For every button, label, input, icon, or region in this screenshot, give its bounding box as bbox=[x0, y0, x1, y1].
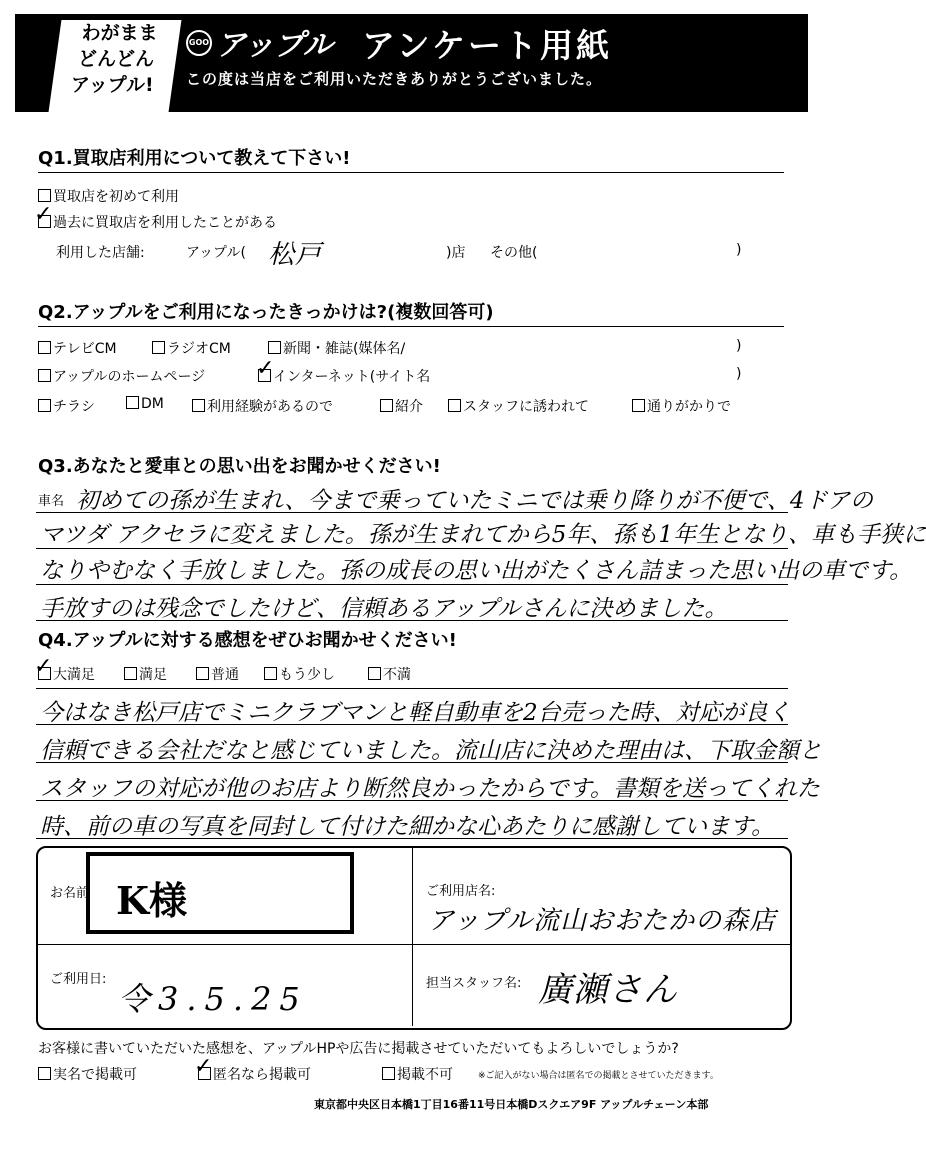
name-value: K様 bbox=[116, 878, 188, 923]
option-label: 実名で掲載可 bbox=[53, 1067, 137, 1083]
checkbox[interactable] bbox=[382, 1067, 395, 1080]
slogan-badge bbox=[49, 20, 182, 112]
q2-option-flyer[interactable] bbox=[38, 396, 95, 416]
consent-option-anonymous[interactable] bbox=[198, 1064, 311, 1084]
name-label: お名前 bbox=[50, 886, 90, 901]
option-label: 紹介 bbox=[395, 399, 423, 415]
q2-option-dm[interactable] bbox=[126, 396, 164, 412]
checkbox[interactable] bbox=[38, 1067, 51, 1080]
q4-answer-line: 信頼できる会社だなと感じていました。流山店に決めた理由は、下取金額と bbox=[40, 738, 822, 764]
checkbox[interactable] bbox=[152, 341, 165, 354]
q4-answer-line: スタッフの対応が他のお店より断然良かったからです。書類を送ってくれた bbox=[40, 776, 820, 802]
option-label: スタッフに誘われて bbox=[463, 399, 589, 415]
q4-rating-satisfied[interactable] bbox=[124, 664, 167, 684]
option-label: テレビCM bbox=[53, 341, 117, 357]
checkbox[interactable] bbox=[368, 667, 381, 680]
q3-answer-line: 初めての孫が生まれ、今まで乗っていたミニでは乗り降りが不便で、4ドアの bbox=[76, 488, 873, 514]
option-label: 新聞・雑誌(媒体名/ bbox=[283, 341, 406, 357]
q2-option-tv[interactable] bbox=[38, 338, 117, 358]
q4-rating-normal[interactable] bbox=[196, 664, 239, 684]
card-divider bbox=[36, 944, 790, 945]
q1-option-first-time[interactable] bbox=[38, 186, 179, 206]
q4-answer-line: 時、前の車の写真を同封して付けた細かな心あたりに感謝しています。 bbox=[40, 814, 775, 840]
checkbox[interactable] bbox=[126, 396, 139, 409]
option-label: 利用経験があるので bbox=[207, 399, 333, 415]
q3-answer-line: 手放すのは残念でしたけど、信頼あるアップルさんに決めました。 bbox=[40, 596, 728, 622]
q3-car-label: 車名 bbox=[38, 494, 65, 509]
consent-note: ※ご記入がない場合は匿名での掲載とさせていただきます。 bbox=[478, 1071, 719, 1081]
thanks-message: この度は当店をご利用いただきありがとうございました。 bbox=[186, 70, 603, 88]
checkbox[interactable] bbox=[632, 399, 645, 412]
option-label: 満足 bbox=[139, 667, 167, 683]
card-divider bbox=[412, 848, 413, 1026]
checkbox[interactable] bbox=[380, 399, 393, 412]
q4-rating-so-so[interactable] bbox=[264, 664, 335, 684]
q2-title: Q2.アップルをご利用になったきっかけは?(複数回答可) bbox=[38, 302, 494, 323]
q3-title: Q3.あなたと愛車との思い出をお聞かせください! bbox=[38, 456, 441, 477]
q2-option-staff[interactable] bbox=[448, 396, 589, 416]
store-name-label: ご利用店名: bbox=[426, 884, 496, 899]
checkbox[interactable] bbox=[38, 341, 51, 354]
q4-title: Q4.アップルに対する感想をぜひお聞かせください! bbox=[38, 630, 457, 651]
consent-option-no[interactable] bbox=[382, 1064, 453, 1084]
checkbox[interactable] bbox=[38, 369, 51, 382]
q1-option-used-before[interactable] bbox=[38, 212, 277, 232]
checkbox[interactable] bbox=[192, 399, 205, 412]
option-label: アップルのホームページ bbox=[53, 369, 206, 385]
q2-option-homepage[interactable] bbox=[38, 366, 205, 386]
date-value: 令3.5.25 bbox=[118, 980, 308, 1018]
consent-question: お客様に書いていただいた感想を、アップルHPや広告に掲載させていただいてもよろしいでしょうか? bbox=[38, 1041, 679, 1057]
check-mark-icon: ✓ bbox=[256, 356, 275, 381]
divider bbox=[38, 326, 784, 327]
option-label: ラジオCM bbox=[167, 341, 231, 357]
checkbox[interactable] bbox=[38, 189, 51, 202]
q1-store-suffix: )店 bbox=[446, 245, 466, 261]
option-label: 掲載不可 bbox=[397, 1067, 453, 1083]
slogan-line: わがまま bbox=[81, 22, 158, 44]
q2-option-radio[interactable] bbox=[152, 338, 231, 358]
ruled-line bbox=[36, 688, 788, 689]
brand-logo: アップル bbox=[216, 28, 333, 63]
checkbox[interactable] bbox=[448, 399, 461, 412]
page-title: アンケート用紙 bbox=[362, 26, 613, 65]
q2-option-internet[interactable] bbox=[258, 366, 430, 386]
check-mark-icon: ✓ bbox=[194, 1054, 213, 1079]
slogan-line: どんどん bbox=[77, 48, 154, 70]
option-label: 過去に買取店を利用したことがある bbox=[53, 215, 277, 231]
check-mark-icon: ✓ bbox=[34, 202, 53, 227]
checkbox[interactable] bbox=[124, 667, 137, 680]
q2-close-paren: ) bbox=[736, 366, 742, 382]
q4-rating-dissatisfied[interactable] bbox=[368, 664, 411, 684]
option-label: 通りがかりで bbox=[647, 399, 731, 415]
name-box bbox=[86, 852, 354, 934]
apple-logo-icon: GOO bbox=[186, 30, 212, 56]
option-label: もう少し bbox=[279, 667, 335, 683]
q2-option-experience[interactable] bbox=[192, 396, 333, 416]
option-label: インターネット(サイト名 bbox=[273, 369, 431, 385]
consent-option-real-name[interactable] bbox=[38, 1064, 137, 1084]
option-label: チラシ bbox=[53, 399, 95, 415]
option-label: 大満足 bbox=[53, 667, 95, 683]
divider bbox=[38, 172, 784, 173]
option-label: 買取店を初めて利用 bbox=[53, 189, 179, 205]
q3-answer-line: なりやむなく手放しました。孫の成長の思い出がたくさん詰まった思い出の車です。 bbox=[40, 558, 913, 584]
option-label: 匿名なら掲載可 bbox=[213, 1067, 311, 1083]
q2-close-paren: ) bbox=[736, 338, 742, 354]
slogan-line: アップル! bbox=[71, 74, 154, 96]
option-label: 不満 bbox=[383, 667, 411, 683]
checkbox[interactable] bbox=[196, 667, 209, 680]
q2-option-newspaper[interactable] bbox=[268, 338, 405, 358]
q1-store-value: 松戸 bbox=[268, 240, 323, 270]
q1-store-label: 利用した店舗: bbox=[56, 245, 145, 261]
store-name-value: アップル流山おおたかの森店 bbox=[428, 906, 777, 936]
q1-other-label: その他( bbox=[490, 245, 538, 261]
checkbox[interactable] bbox=[268, 341, 281, 354]
option-label: DM bbox=[141, 396, 164, 412]
q1-store-prefix: アップル( bbox=[186, 245, 246, 261]
q2-option-introduction[interactable] bbox=[380, 396, 423, 416]
checkbox[interactable] bbox=[264, 667, 277, 680]
q4-answer-line: 今はなき松戸店でミニクラブマンと軽自動車を2台売った時、対応が良く bbox=[40, 700, 791, 726]
q2-option-passing-by[interactable] bbox=[632, 396, 731, 416]
check-mark-icon: ✓ bbox=[34, 654, 53, 679]
date-label: ご利用日: bbox=[50, 972, 107, 987]
staff-value: 廣瀬さん bbox=[538, 970, 678, 1010]
q3-answer-line: マツダ アクセラに変えました。孫が生まれてから5年、孫も1年生となり、車も手狭に bbox=[40, 522, 926, 548]
footer-address: 東京都中央区日本橋1丁目16番11号日本橋Dスクエア9F アップルチェーン本部 bbox=[314, 1098, 709, 1111]
q1-title: Q1.買取店利用について教えて下さい! bbox=[38, 148, 351, 169]
staff-label: 担当スタッフ名: bbox=[426, 976, 522, 991]
checkbox[interactable] bbox=[38, 399, 51, 412]
q1-other-close: ) bbox=[736, 242, 742, 258]
option-label: 普通 bbox=[211, 667, 239, 683]
